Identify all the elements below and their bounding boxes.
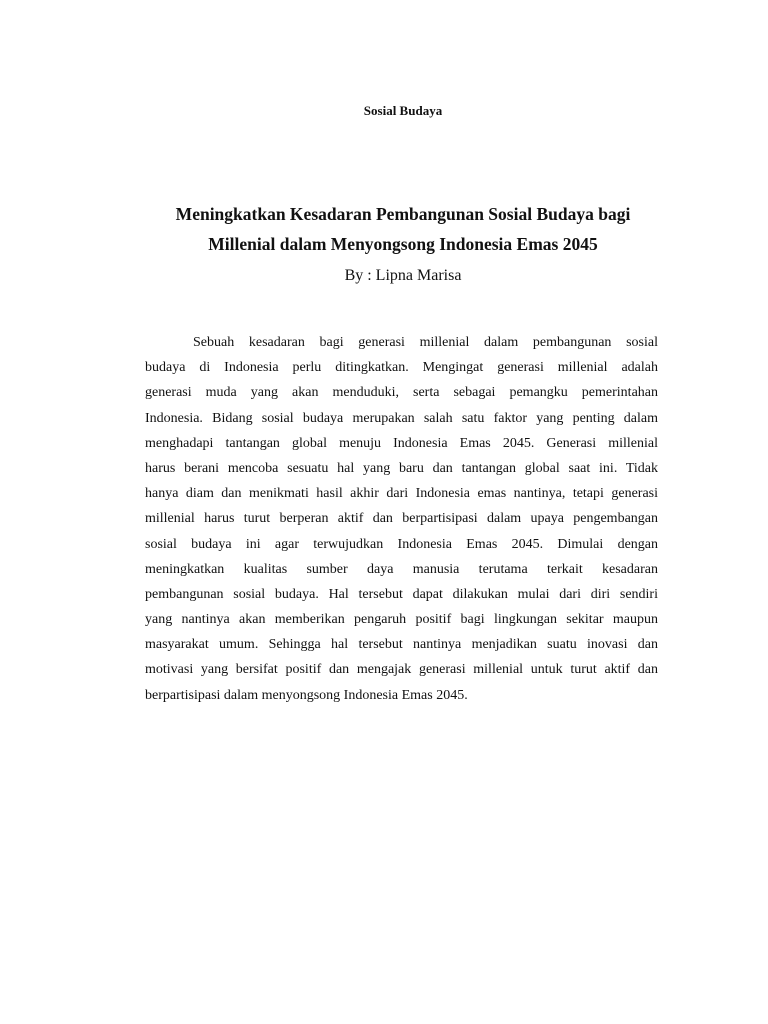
paragraph-line: motivasi yang bersifat positif dan mengajak generasi millenial untuk turut aktif dan (145, 662, 658, 678)
document-title (150, 199, 656, 259)
paragraph-line: Sebuah kesadaran bagi generasi millenial dalam pembangunan sosial (193, 335, 658, 350)
paragraph-line: budaya di Indonesia perlu ditingkatkan. Mengingat generasi millenial adalah (145, 360, 658, 376)
title-line: Meningkatkan Kesadaran Pembangunan Sosial Budaya bagi (175, 204, 631, 224)
author-byline: By : Lipna Marisa (344, 267, 462, 284)
title-line: Millenial dalam Menyongsong Indonesia Emas 2045 (208, 234, 598, 254)
paragraph-line: generasi muda yang akan menduduki, serta sebagai pemangku pemerintahan (145, 385, 658, 401)
section-label: Sosial Budaya (363, 103, 443, 118)
paragraph-line: yang nantinya akan memberikan pengaruh positif bagi lingkungan sekitar maupun (145, 612, 658, 628)
paragraph-line: menghadapi tantangan global menuju Indonesia Emas 2045. Generasi millenial (145, 435, 658, 451)
paragraph-line: millenial harus turut berperan aktif dan berpartisipasi dalam upaya pengembangan (145, 511, 658, 527)
body-paragraph (145, 330, 658, 708)
paragraph-line: hanya diam dan menikmati hasil akhir dari Indonesia emas nantinya, tetapi generasi (145, 486, 658, 502)
paragraph-line: harus berani mencoba sesuatu hal yang baru dan tantangan global saat ini. Tidak (145, 460, 658, 476)
paragraph-line: pembangunan sosial budaya. Hal tersebut dapat dilakukan mulai dari diri sendiri (145, 586, 658, 602)
paragraph-line: sosial budaya ini agar terwujudkan Indonesia Emas 2045. Dimulai dengan (145, 536, 658, 552)
paragraph-line: Indonesia. Bidang sosial budaya merupakan salah satu faktor yang penting dalam (145, 410, 658, 426)
paragraph-line: meningkatkan kualitas sumber daya manusia terutama terkait kesadaran (145, 561, 658, 577)
paragraph-line: masyarakat umum. Sehingga hal tersebut nantinya menjadikan suatu inovasi dan (145, 637, 658, 653)
paragraph-line: berpartisipasi dalam menyongsong Indonesia Emas 2045. (145, 687, 468, 703)
